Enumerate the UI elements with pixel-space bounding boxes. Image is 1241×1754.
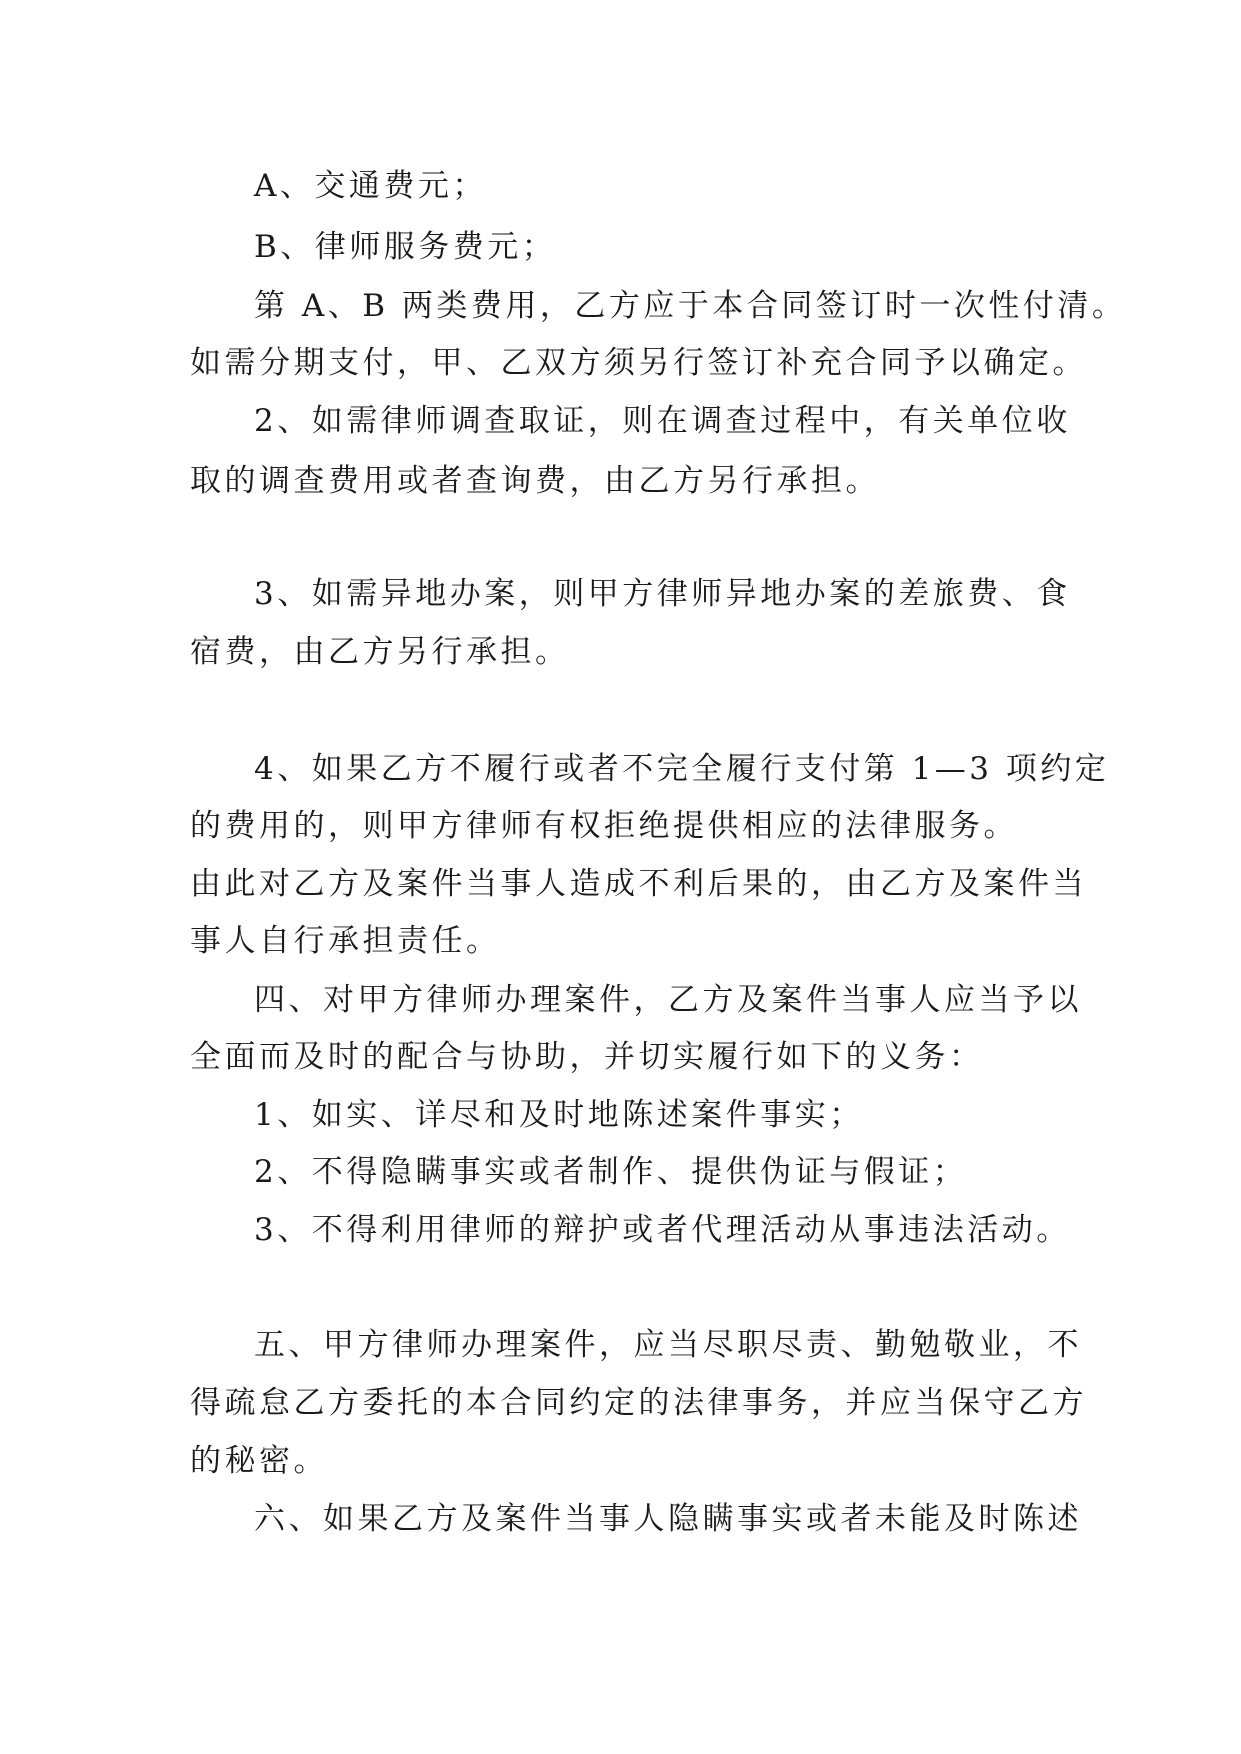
text-line: 五、甲方律师办理案件，应当尽职尽责、勤勉敬业，不 — [254, 1327, 1082, 1363]
text-line: A、交通费元； — [254, 168, 487, 204]
text-line: 的费用的，则甲方律师有权拒绝提供相应的法律服务。 — [190, 808, 1018, 844]
text-line: 2、如需律师调查取证，则在调查过程中，有关单位收 — [254, 403, 1071, 439]
text-line: 宿费，由乙方另行承担。 — [190, 634, 570, 670]
text-line: 得疏怠乙方委托的本合同约定的法律事务，并应当保守乙方 — [190, 1385, 1087, 1421]
text-line: 3、不得利用律师的辩护或者代理活动从事违法活动。 — [254, 1212, 1071, 1248]
text-line: 的秘密。 — [190, 1443, 328, 1479]
text-line: 由此对乙方及案件当事人造成不利后果的，由乙方及案件当 — [190, 866, 1087, 902]
text-line: 六、如果乙方及案件当事人隐瞒事实或者未能及时陈述 — [254, 1501, 1082, 1537]
text-line: 如需分期支付，甲、乙双方须另行签订补充合同予以确定。 — [190, 345, 1087, 381]
text-line: 2、不得隐瞒事实或者制作、提供伪证与假证； — [254, 1154, 968, 1190]
text-line: 全面而及时的配合与协助，并切实履行如下的义务： — [190, 1039, 984, 1075]
text-line: 四、对甲方律师办理案件，乙方及案件当事人应当予以 — [254, 982, 1082, 1018]
text-line: 取的调查费用或者查询费，由乙方另行承担。 — [190, 463, 880, 499]
text-line: 第 A、B 两类费用，乙方应于本合同签订时一次性付清。 — [254, 288, 1127, 324]
text-line: 3、如需异地办案，则甲方律师异地办案的差旅费、食 — [254, 576, 1071, 612]
text-line: 事人自行承担责任。 — [190, 923, 501, 959]
text-line: 4、如果乙方不履行或者不完全履行支付第 1—3 项约定 — [254, 751, 1110, 787]
text-line: B、律师服务费元； — [254, 229, 557, 265]
text-line: 1、如实、详尽和及时地陈述案件事实； — [254, 1097, 864, 1133]
